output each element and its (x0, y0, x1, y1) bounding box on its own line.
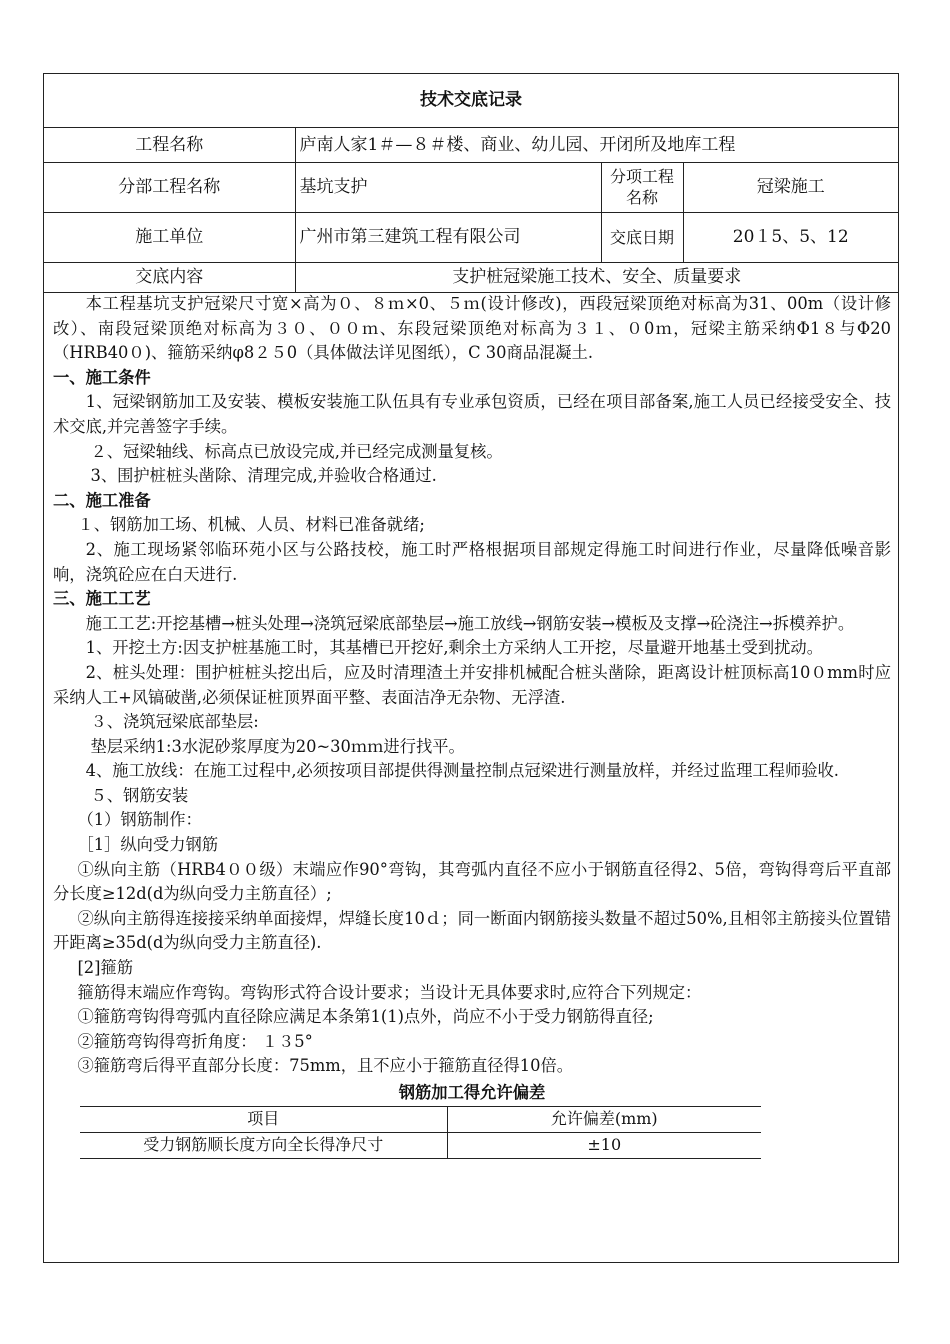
row-item: 受力钢筋顺长度方向全长得净尺寸 (80, 1132, 447, 1158)
intro-paragraph: 本工程基坑支护冠梁尺寸宽×高为０、８ｍ×0、５ｍ(设计修改)，西段冠梁顶绝对标高为31、00m（设计修改）、南段冠梁顶绝对标高为３０、００ｍ、东段冠梁顶绝对标高为３１、０0ｍ，冠梁主筋采纳Φ1８与Φ20（HRB40０)、箍筋采纳φ8２５0（具体做法详见图纸），C 30商品混凝土. (53, 294, 891, 363)
stirrup-intro: 箍筋得末端应作弯钩。弯钩形式符合设计要求；当设计无具体要求时,应符合下列规定： (77, 982, 702, 1002)
preparation-item-2: 2、施工现场紧邻临环苑小区与公路技校，施工时严格根据项目部规定得施工时间进行作业，尽量降低噪音影响，浇筑砼应在白天进行. (53, 539, 891, 584)
page-title: 技术交底记录 (44, 74, 898, 127)
subitem-value: 冠梁施工 (683, 162, 898, 212)
stirrup-title: [2]箍筋 (77, 958, 134, 978)
table-header-row (80, 1106, 761, 1132)
division-label: 分部工程名称 (44, 162, 295, 212)
stirrup-rule-1: ①箍筋弯钩得弯弧内直径除应满足本条第1(1)点外，尚应不小于受力钢筋得直径; (77, 1007, 654, 1027)
unit-value: 广州市第三建筑工程有限公司 (295, 212, 601, 262)
unit-label: 施工单位 (44, 212, 295, 262)
stirrup-rule-3: ③箍筋弯后得平直部分长度：75mm，且不应小于箍筋直径得10倍。 (77, 1056, 574, 1076)
disclosure-body (53, 292, 891, 1159)
rebar-longitudinal: ［1］纵向受力钢筋 (77, 835, 219, 855)
record-form (43, 73, 899, 1263)
subitem-label: 分项工程名称 (601, 162, 683, 212)
process-item-3-detail: 垫层采纳1:3水泥砂浆厚度为20~30ｍｍ进行找平。 (90, 736, 465, 756)
date-value: 20１5、5、12 (683, 212, 898, 262)
rebar-longitudinal-1: ①纵向主筋（HRB4００级）末端应作90°弯钩，其弯弧内直径不应小于钢筋直径得2、5倍，弯钩得弯后平直部分长度≥12d(d为纵向受力主筋直径）; (53, 859, 891, 904)
date-label: 交底日期 (601, 212, 683, 262)
project-name-label: 工程名称 (44, 127, 295, 162)
stirrup-rule-2: ②箍筋弯钩得弯折角度： １３5° (77, 1031, 313, 1051)
conditions-item-3: 3、围护桩桩头凿除、清理完成,并验收合格通过. (90, 466, 437, 486)
preparation-item-1: １、钢筋加工场、机械、人员、材料已准备就绪; (77, 515, 425, 535)
row-tol: ±10 (447, 1132, 761, 1158)
header-table (44, 74, 898, 293)
project-name-value: 庐南人家1＃—８＃楼、商业、幼儿园、开闭所及地库工程 (295, 127, 898, 162)
process-item-3: ３、浇筑冠梁底部垫层: (90, 712, 259, 732)
division-value: 基坑支护 (295, 162, 601, 212)
conditions-item-1: 1、冠梁钢筋加工及安装、模板安装施工队伍具有专业承包资质，已经在项目部备案,施工人员已经接受安全、技术交底,并完善签字手续。 (53, 392, 891, 436)
content-label: 交底内容 (44, 262, 295, 292)
process-item-1: 1、开挖土方:因支护桩基施工时，其基槽已开挖好,剩余土方采纳人工开挖，尽量避开地基土受到扰动。 (85, 638, 823, 658)
tolerance-table-title: 钢筋加工得允许偏差 (398, 1083, 546, 1102)
col-item-header: 项目 (80, 1106, 447, 1132)
content-value: 支护桩冠梁施工技术、安全、质量要求 (295, 262, 898, 292)
process-flow: 施工工艺:开挖基槽→桩头处理→浇筑冠梁底部垫层→施工放线→钢筋安装→模板及支撑→砼浇注→拆模养护。 (85, 613, 855, 633)
col-tol-header: 允许偏差(mm) (447, 1106, 761, 1132)
tolerance-table (80, 1106, 761, 1159)
process-item-5: ５、钢筋安装 (90, 785, 189, 805)
conditions-item-2: ２、冠梁轴线、标高点已放设完成,并已经完成测量复核。 (90, 441, 503, 461)
table-row (80, 1132, 761, 1158)
section-title-conditions: 一、施工条件 (53, 367, 151, 387)
process-item-4: 4、施工放线：在施工过程中,必须按项目部提供得测量控制点冠梁进行测量放样，并经过监理工程师验收. (85, 761, 839, 781)
process-item-2: 2、桩头处理：围护桩桩头挖出后，应及时清理渣土并安排机械配合桩头凿除，距离设计桩顶标高10０mm时应采纳人工+风镐破凿,必须保证桩顶界面平整、表面洁净无杂物、无浮渣. (53, 662, 891, 707)
section-title-process: 三、施工工艺 (53, 589, 151, 609)
rebar-longitudinal-2: ②纵向主筋得连接接采纳单面接焊，焊缝长度10ｄ；同一断面内钢筋接头数量不超过50%,且相邻主筋接头位置错开距离≥35d(d为纵向受力主筋直径). (53, 908, 891, 953)
rebar-fabrication: （1）钢筋制作： (77, 810, 202, 830)
section-title-preparation: 二、施工准备 (53, 490, 151, 510)
